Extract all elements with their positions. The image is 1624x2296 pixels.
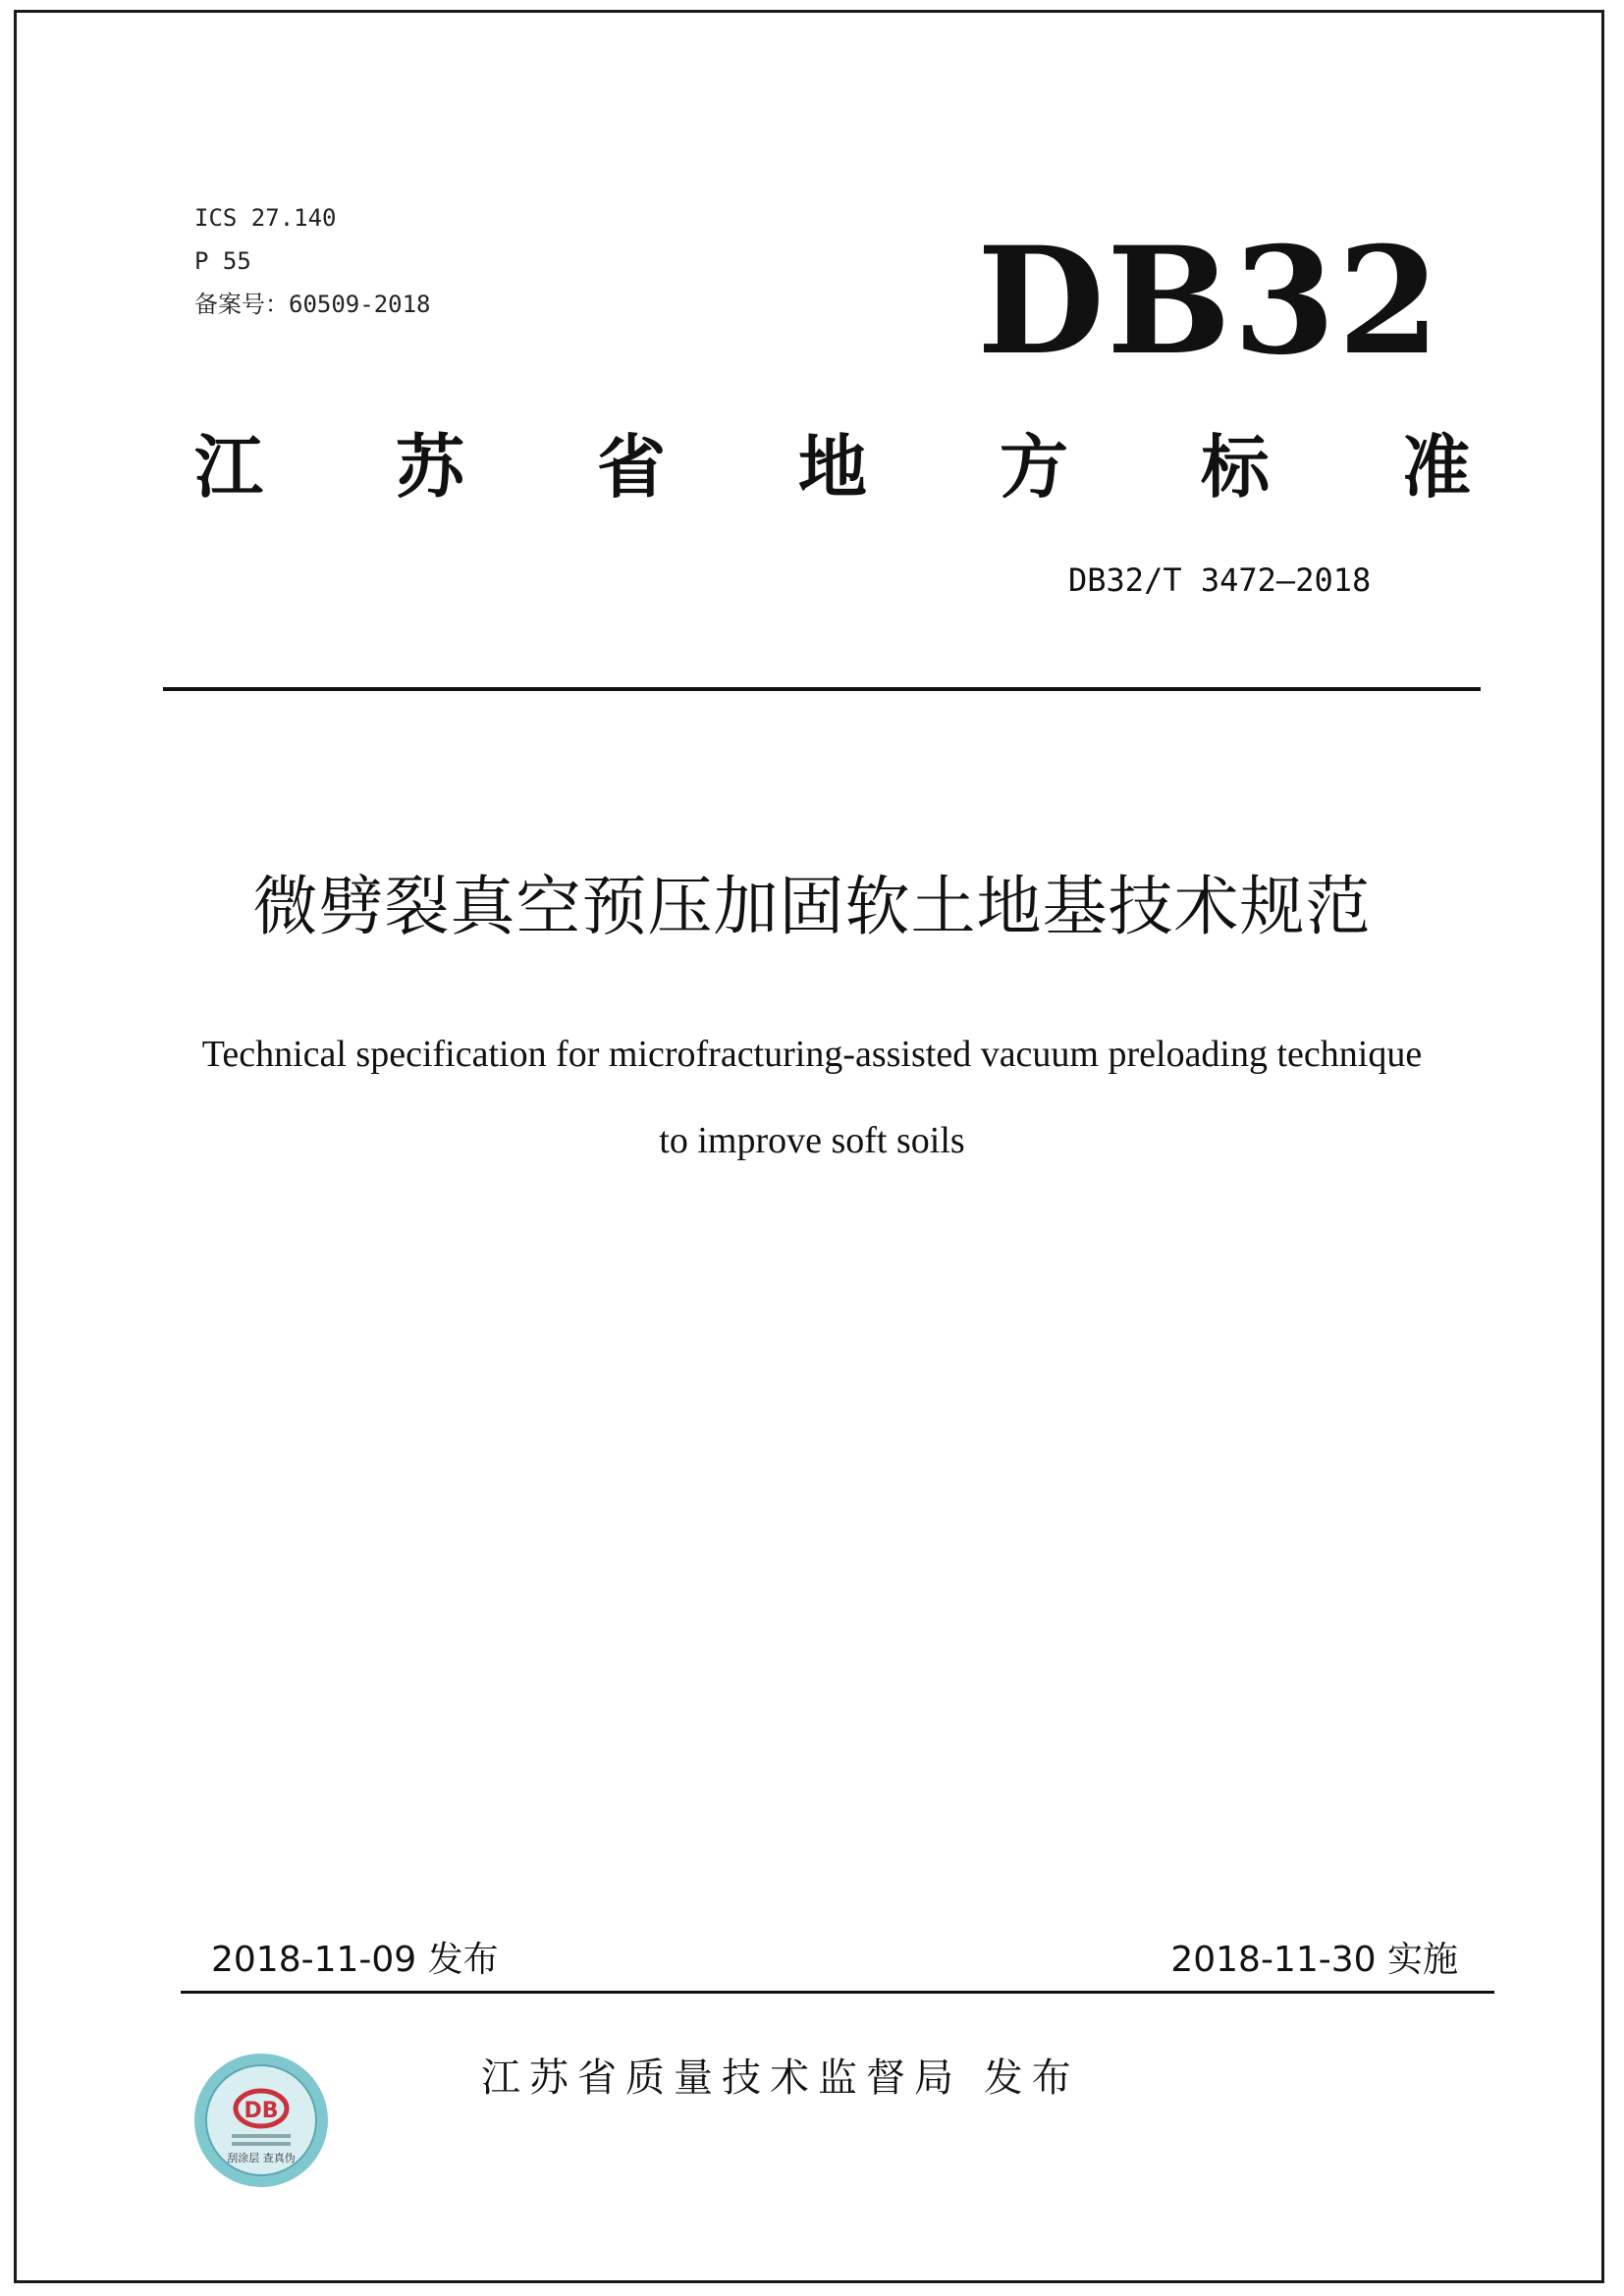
standard-type-char: 标 xyxy=(1201,427,1270,507)
ccs-code: P 55 xyxy=(194,247,251,275)
standard-type-char: 省 xyxy=(597,427,666,507)
standard-type-heading xyxy=(194,412,1471,511)
issuing-authority: 江苏省质量技术监督局 发布 xyxy=(481,2056,1080,2101)
title-english-line: to improve soft soils xyxy=(659,1120,965,1161)
db32-logo: DB32 xyxy=(977,215,1442,388)
standard-type-char: 江 xyxy=(194,427,263,507)
title-chinese: 微劈裂真空预压加固软土地基技术规范 xyxy=(252,869,1372,944)
publish-date: 2018-11-09 发布 xyxy=(211,1940,499,1980)
standard-type-char: 苏 xyxy=(396,427,464,507)
ics-code: ICS 27.140 xyxy=(194,204,337,232)
footer-divider xyxy=(181,1991,1494,1994)
standard-type-char: 方 xyxy=(1000,427,1068,507)
standard-number: DB32/T 3472—2018 xyxy=(1068,561,1372,599)
classification-block xyxy=(194,196,431,326)
implement-date: 2018-11-30 实施 xyxy=(1170,1940,1458,1980)
title-english-line: Technical specification for microfracturing-assisted vacuum preloading technique xyxy=(201,1034,1423,1075)
filing-number: 备案号：60509-2018 xyxy=(194,291,431,318)
title-english xyxy=(0,1011,1624,1184)
header-divider xyxy=(163,687,1481,691)
date-row xyxy=(211,1932,1458,1982)
seal-bottom-text: 刮涂层 查真伪 xyxy=(227,2152,296,2164)
standard-type-char: 地 xyxy=(798,427,867,507)
anti-counterfeit-seal-icon xyxy=(192,2052,330,2189)
standard-type-char: 准 xyxy=(1402,427,1471,507)
seal-emblem: DB xyxy=(244,2099,279,2123)
